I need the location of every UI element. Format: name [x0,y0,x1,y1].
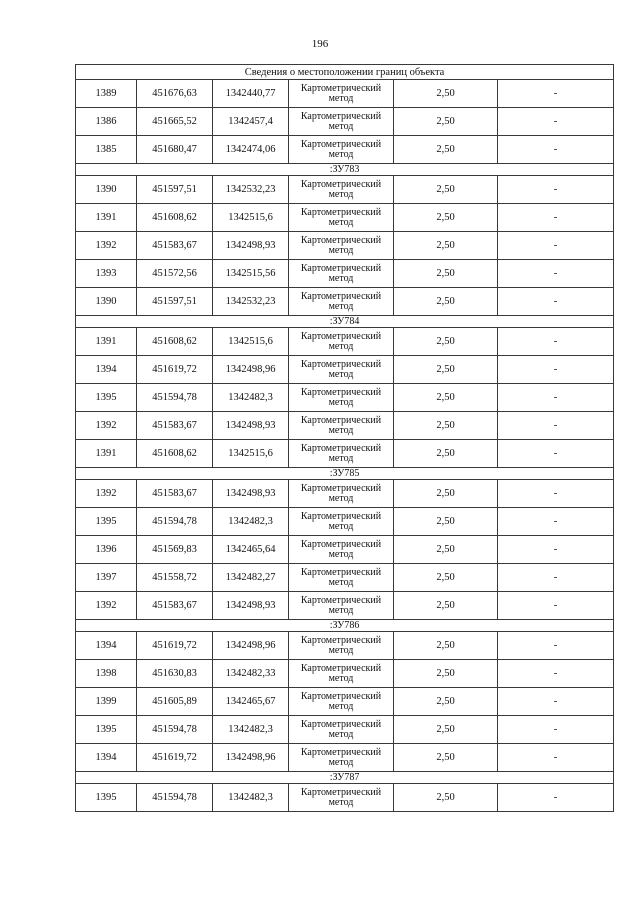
accuracy-cell: 2,50 [394,508,498,536]
point-number-cell: 1395 [76,784,137,812]
coordinate-x-cell: 451608,62 [137,440,213,468]
table-row [76,108,614,136]
table-row [76,176,614,204]
coordinate-y-cell: 1342465,67 [213,688,289,716]
accuracy-cell: 2,50 [394,480,498,508]
determination-method-cell: Картометрический метод [289,176,394,204]
determination-method-cell: Картометрический метод [289,784,394,812]
accuracy-cell: 2,50 [394,204,498,232]
point-number-cell: 1392 [76,232,137,260]
description-cell: - [498,412,614,440]
determination-method-cell: Картометрический метод [289,260,394,288]
description-cell: - [498,564,614,592]
description-cell: - [498,784,614,812]
accuracy-cell: 2,50 [394,136,498,164]
description-cell: - [498,744,614,772]
coordinate-x-cell: 451569,83 [137,536,213,564]
determination-method-cell: Картометрический метод [289,660,394,688]
table-row [76,232,614,260]
description-cell: - [498,136,614,164]
accuracy-cell: 2,50 [394,564,498,592]
accuracy-cell: 2,50 [394,176,498,204]
determination-method-cell: Картометрический метод [289,744,394,772]
table-row [76,536,614,564]
table-row [76,480,614,508]
point-number-cell: 1390 [76,176,137,204]
determination-method-cell: Картометрический метод [289,480,394,508]
description-cell: - [498,384,614,412]
accuracy-cell: 2,50 [394,784,498,812]
determination-method-cell: Картометрический метод [289,412,394,440]
coordinate-y-cell: 1342532,23 [213,176,289,204]
table-row [76,288,614,316]
point-number-cell: 1397 [76,564,137,592]
coordinate-x-cell: 451594,78 [137,508,213,536]
coordinate-y-cell: 1342515,6 [213,204,289,232]
parcel-label: :ЗУ786 [76,620,614,632]
accuracy-cell: 2,50 [394,80,498,108]
point-number-cell: 1392 [76,480,137,508]
table-row [76,716,614,744]
description-cell: - [498,108,614,136]
point-number-cell: 1396 [76,536,137,564]
determination-method-cell: Картометрический метод [289,80,394,108]
table-row [76,136,614,164]
coordinate-y-cell: 1342482,3 [213,508,289,536]
determination-method-cell: Картометрический метод [289,508,394,536]
accuracy-cell: 2,50 [394,744,498,772]
point-number-cell: 1391 [76,328,137,356]
point-number-cell: 1392 [76,592,137,620]
point-number-cell: 1391 [76,204,137,232]
parcel-label: :ЗУ784 [76,316,614,328]
coordinate-x-cell: 451619,72 [137,744,213,772]
coordinate-x-cell: 451608,62 [137,204,213,232]
description-cell: - [498,716,614,744]
determination-method-cell: Картометрический метод [289,688,394,716]
parcel-group-row [76,316,614,328]
coordinate-y-cell: 1342515,6 [213,440,289,468]
coordinate-x-cell: 451597,51 [137,176,213,204]
description-cell: - [498,440,614,468]
point-number-cell: 1395 [76,716,137,744]
accuracy-cell: 2,50 [394,440,498,468]
determination-method-cell: Картометрический метод [289,440,394,468]
parcel-label: :ЗУ783 [76,164,614,176]
coordinate-y-cell: 1342498,93 [213,480,289,508]
coordinate-x-cell: 451583,67 [137,480,213,508]
description-cell: - [498,176,614,204]
table-row [76,440,614,468]
accuracy-cell: 2,50 [394,356,498,384]
coordinate-x-cell: 451558,72 [137,564,213,592]
description-cell: - [498,592,614,620]
table-row [76,564,614,592]
description-cell: - [498,480,614,508]
point-number-cell: 1395 [76,384,137,412]
determination-method-cell: Картометрический метод [289,328,394,356]
coordinate-x-cell: 451572,56 [137,260,213,288]
description-cell: - [498,536,614,564]
coordinate-x-cell: 451605,89 [137,688,213,716]
accuracy-cell: 2,50 [394,412,498,440]
coordinate-x-cell: 451619,72 [137,632,213,660]
table-row [76,204,614,232]
coordinate-y-cell: 1342532,23 [213,288,289,316]
coordinate-y-cell: 1342498,96 [213,744,289,772]
parcel-group-row [76,164,614,176]
coordinate-x-cell: 451594,78 [137,384,213,412]
determination-method-cell: Картометрический метод [289,108,394,136]
accuracy-cell: 2,50 [394,328,498,356]
page-number: 196 [311,38,329,50]
coordinate-y-cell: 1342457,4 [213,108,289,136]
determination-method-cell: Картометрический метод [289,564,394,592]
coordinate-y-cell: 1342482,27 [213,564,289,592]
description-cell: - [498,232,614,260]
description-cell: - [498,688,614,716]
table-row [76,632,614,660]
accuracy-cell: 2,50 [394,108,498,136]
coordinate-x-cell: 451594,78 [137,716,213,744]
point-number-cell: 1399 [76,688,137,716]
accuracy-cell: 2,50 [394,688,498,716]
coordinate-y-cell: 1342498,96 [213,632,289,660]
coordinate-y-cell: 1342498,93 [213,592,289,620]
table-row [76,412,614,440]
table-row [76,508,614,536]
determination-method-cell: Картометрический метод [289,716,394,744]
point-number-cell: 1394 [76,744,137,772]
coordinate-y-cell: 1342498,96 [213,356,289,384]
coordinate-x-cell: 451594,78 [137,784,213,812]
coordinate-x-cell: 451665,52 [137,108,213,136]
description-cell: - [498,660,614,688]
point-number-cell: 1394 [76,632,137,660]
description-cell: - [498,288,614,316]
point-number-cell: 1398 [76,660,137,688]
determination-method-cell: Картометрический метод [289,204,394,232]
accuracy-cell: 2,50 [394,716,498,744]
coordinate-y-cell: 1342474,06 [213,136,289,164]
accuracy-cell: 2,50 [394,288,498,316]
point-number-cell: 1392 [76,412,137,440]
determination-method-cell: Картометрический метод [289,592,394,620]
table-row [76,260,614,288]
table-row [76,80,614,108]
table-row [76,592,614,620]
point-number-cell: 1393 [76,260,137,288]
coordinate-x-cell: 451583,67 [137,592,213,620]
description-cell: - [498,632,614,660]
parcel-group-row [76,468,614,480]
coordinate-x-cell: 451619,72 [137,356,213,384]
parcel-group-row [76,772,614,784]
coordinate-y-cell: 1342482,33 [213,660,289,688]
table-row [76,784,614,812]
coordinate-x-cell: 451597,51 [137,288,213,316]
description-cell: - [498,80,614,108]
table-title-row [76,65,614,80]
coordinate-x-cell: 451583,67 [137,232,213,260]
table-row [76,660,614,688]
accuracy-cell: 2,50 [394,536,498,564]
coordinate-y-cell: 1342482,3 [213,716,289,744]
coordinate-y-cell: 1342515,6 [213,328,289,356]
coordinate-y-cell: 1342482,3 [213,784,289,812]
determination-method-cell: Картометрический метод [289,536,394,564]
coordinate-y-cell: 1342498,93 [213,232,289,260]
determination-method-cell: Картометрический метод [289,384,394,412]
coordinate-x-cell: 451608,62 [137,328,213,356]
point-number-cell: 1391 [76,440,137,468]
coordinate-x-cell: 451583,67 [137,412,213,440]
point-number-cell: 1394 [76,356,137,384]
description-cell: - [498,328,614,356]
accuracy-cell: 2,50 [394,632,498,660]
determination-method-cell: Картометрический метод [289,632,394,660]
point-number-cell: 1386 [76,108,137,136]
determination-method-cell: Картометрический метод [289,136,394,164]
point-number-cell: 1389 [76,80,137,108]
table-row [76,328,614,356]
coordinate-x-cell: 451676,63 [137,80,213,108]
determination-method-cell: Картометрический метод [289,288,394,316]
description-cell: - [498,508,614,536]
boundary-coordinates-table [75,64,614,812]
table-row [76,688,614,716]
coordinate-x-cell: 451630,83 [137,660,213,688]
coordinate-y-cell: 1342465,64 [213,536,289,564]
coordinate-y-cell: 1342515,56 [213,260,289,288]
accuracy-cell: 2,50 [394,232,498,260]
parcel-label: :ЗУ785 [76,468,614,480]
accuracy-cell: 2,50 [394,384,498,412]
accuracy-cell: 2,50 [394,260,498,288]
table-row [76,356,614,384]
point-number-cell: 1395 [76,508,137,536]
point-number-cell: 1390 [76,288,137,316]
coordinate-y-cell: 1342440,77 [213,80,289,108]
parcel-label: :ЗУ787 [76,772,614,784]
description-cell: - [498,204,614,232]
table-row [76,384,614,412]
coordinate-y-cell: 1342482,3 [213,384,289,412]
table-title: Сведения о местоположении границ объекта [76,65,614,80]
determination-method-cell: Картометрический метод [289,356,394,384]
point-number-cell: 1385 [76,136,137,164]
accuracy-cell: 2,50 [394,660,498,688]
determination-method-cell: Картометрический метод [289,232,394,260]
accuracy-cell: 2,50 [394,592,498,620]
description-cell: - [498,356,614,384]
description-cell: - [498,260,614,288]
coordinate-x-cell: 451680,47 [137,136,213,164]
parcel-group-row [76,620,614,632]
coordinate-y-cell: 1342498,93 [213,412,289,440]
table-row [76,744,614,772]
